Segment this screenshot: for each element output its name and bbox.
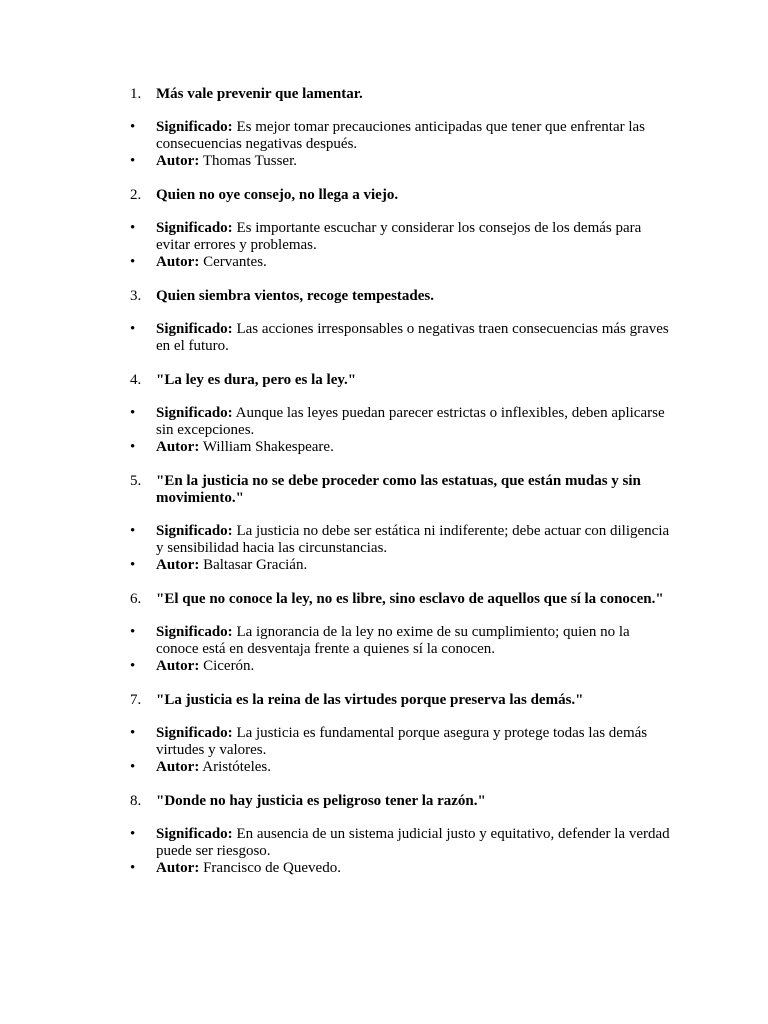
meaning-line-label: Significado: <box>156 405 233 421</box>
detail-list <box>130 624 670 675</box>
proverb-title <box>130 288 670 305</box>
proverb-text: Quien no oye consejo, no llega a viejo. <box>156 187 399 203</box>
meaning-line-text: Las acciones irresponsables o negativas traen consecuencias más graves en el futuro. <box>156 321 669 354</box>
proverb-title <box>130 793 670 810</box>
meaning-line <box>130 119 670 153</box>
proverb-item <box>130 692 670 776</box>
meaning-line-text: Es importante escuchar y considerar los consejos de los demás para evitar errores y problemas. <box>156 220 642 253</box>
proverb-item <box>130 473 670 574</box>
bullet-icon: • <box>130 439 136 455</box>
bullet-icon: • <box>130 658 136 674</box>
author-line-label: Autor: <box>156 153 200 169</box>
proverb-text: "Donde no hay justicia es peligroso tener la razón." <box>156 793 486 809</box>
author-line <box>130 658 670 675</box>
meaning-line-text: La justicia es fundamental porque asegura y protege todas las demás virtudes y valores. <box>156 725 648 758</box>
proverb-item <box>130 372 670 456</box>
author-line-label: Autor: <box>156 557 200 573</box>
proverb-item <box>130 288 670 355</box>
author-line <box>130 254 670 271</box>
bullet-icon: • <box>130 321 136 337</box>
item-number: 4. <box>130 372 142 388</box>
item-number: 1. <box>130 86 142 102</box>
meaning-line-label: Significado: <box>156 624 233 640</box>
author-line <box>130 759 670 776</box>
author-line-label: Autor: <box>156 759 200 775</box>
item-number: 7. <box>130 692 142 708</box>
meaning-line <box>130 826 670 860</box>
proverb-list <box>130 86 670 894</box>
bullet-icon: • <box>130 725 136 741</box>
bullet-icon: • <box>130 624 136 640</box>
meaning-line-label: Significado: <box>156 523 233 539</box>
proverb-item <box>130 187 670 271</box>
detail-list <box>130 405 670 456</box>
meaning-line-text: La ignorancia de la ley no exime de su cumplimiento; quien no la conoce está en desventaja frente a quienes sí la conocen. <box>156 624 630 657</box>
author-line <box>130 153 670 170</box>
bullet-icon: • <box>130 826 136 842</box>
detail-list <box>130 523 670 574</box>
meaning-line-label: Significado: <box>156 321 233 337</box>
meaning-line-text: En ausencia de un sistema judicial justo y equitativo, defender la verdad puede ser riesgoso. <box>156 826 670 859</box>
meaning-line <box>130 321 670 355</box>
meaning-line <box>130 624 670 658</box>
author-line <box>130 439 670 456</box>
meaning-line-label: Significado: <box>156 826 233 842</box>
meaning-line-label: Significado: <box>156 725 233 741</box>
item-number: 5. <box>130 473 142 489</box>
bullet-icon: • <box>130 254 136 270</box>
meaning-line <box>130 725 670 759</box>
author-line <box>130 557 670 574</box>
proverb-title <box>130 372 670 389</box>
proverb-text: Quien siembra vientos, recoge tempestades. <box>156 288 435 304</box>
item-number: 8. <box>130 793 142 809</box>
item-number: 3. <box>130 288 142 304</box>
meaning-line-label: Significado: <box>156 220 233 236</box>
proverb-text: "El que no conoce la ley, no es libre, sino esclavo de aquellos que sí la conocen." <box>156 591 664 607</box>
author-line-text: Aristóteles. <box>202 759 272 775</box>
proverb-item <box>130 591 670 675</box>
meaning-line-label: Significado: <box>156 119 233 135</box>
author-line-label: Autor: <box>156 439 200 455</box>
bullet-icon: • <box>130 759 136 775</box>
detail-list <box>130 220 670 271</box>
author-line-text: William Shakespeare. <box>202 439 334 455</box>
author-line-label: Autor: <box>156 254 200 270</box>
detail-list <box>130 119 670 170</box>
author-line-text: Thomas Tusser. <box>202 153 298 169</box>
proverb-text: "En la justicia no se debe proceder como las estatuas, que están mudas y sin movimiento." <box>156 473 641 506</box>
bullet-icon: • <box>130 860 136 876</box>
proverb-title <box>130 591 670 608</box>
proverb-title <box>130 473 670 507</box>
meaning-line <box>130 405 670 439</box>
proverb-title <box>130 187 670 204</box>
proverb-text: "La justicia es la reina de las virtudes porque preserva las demás." <box>156 692 584 708</box>
author-line-text: Cervantes. <box>203 254 267 270</box>
author-line-text: Francisco de Quevedo. <box>203 860 341 876</box>
detail-list <box>130 725 670 776</box>
author-line <box>130 860 670 877</box>
item-number: 2. <box>130 187 142 203</box>
meaning-line-text: Aunque las leyes puedan parecer estrictas o inflexibles, deben aplicarse sin excepciones. <box>156 405 665 438</box>
bullet-icon: • <box>130 119 136 135</box>
meaning-line <box>130 523 670 557</box>
bullet-icon: • <box>130 557 136 573</box>
bullet-icon: • <box>130 405 136 421</box>
detail-list <box>130 826 670 877</box>
author-line-text: Cicerón. <box>203 658 255 674</box>
bullet-icon: • <box>130 153 136 169</box>
detail-list <box>130 321 670 355</box>
bullet-icon: • <box>130 220 136 236</box>
item-number: 6. <box>130 591 142 607</box>
bullet-icon: • <box>130 523 136 539</box>
author-line-label: Autor: <box>156 658 200 674</box>
proverb-item <box>130 86 670 170</box>
proverb-title <box>130 692 670 709</box>
proverb-item <box>130 793 670 877</box>
proverb-title <box>130 86 670 103</box>
proverb-text: "La ley es dura, pero es la ley." <box>156 372 357 388</box>
meaning-line-text: Es mejor tomar precauciones anticipadas que tener que enfrentar las consecuencias negativas después. <box>156 119 646 152</box>
author-line-text: Baltasar Gracián. <box>203 557 308 573</box>
author-line-label: Autor: <box>156 860 200 876</box>
meaning-line <box>130 220 670 254</box>
proverb-text: Más vale prevenir que lamentar. <box>156 86 363 102</box>
meaning-line-text: La justicia no debe ser estática ni indiferente; debe actuar con diligencia y sensibilidad hacia las circunstancias. <box>156 523 670 556</box>
